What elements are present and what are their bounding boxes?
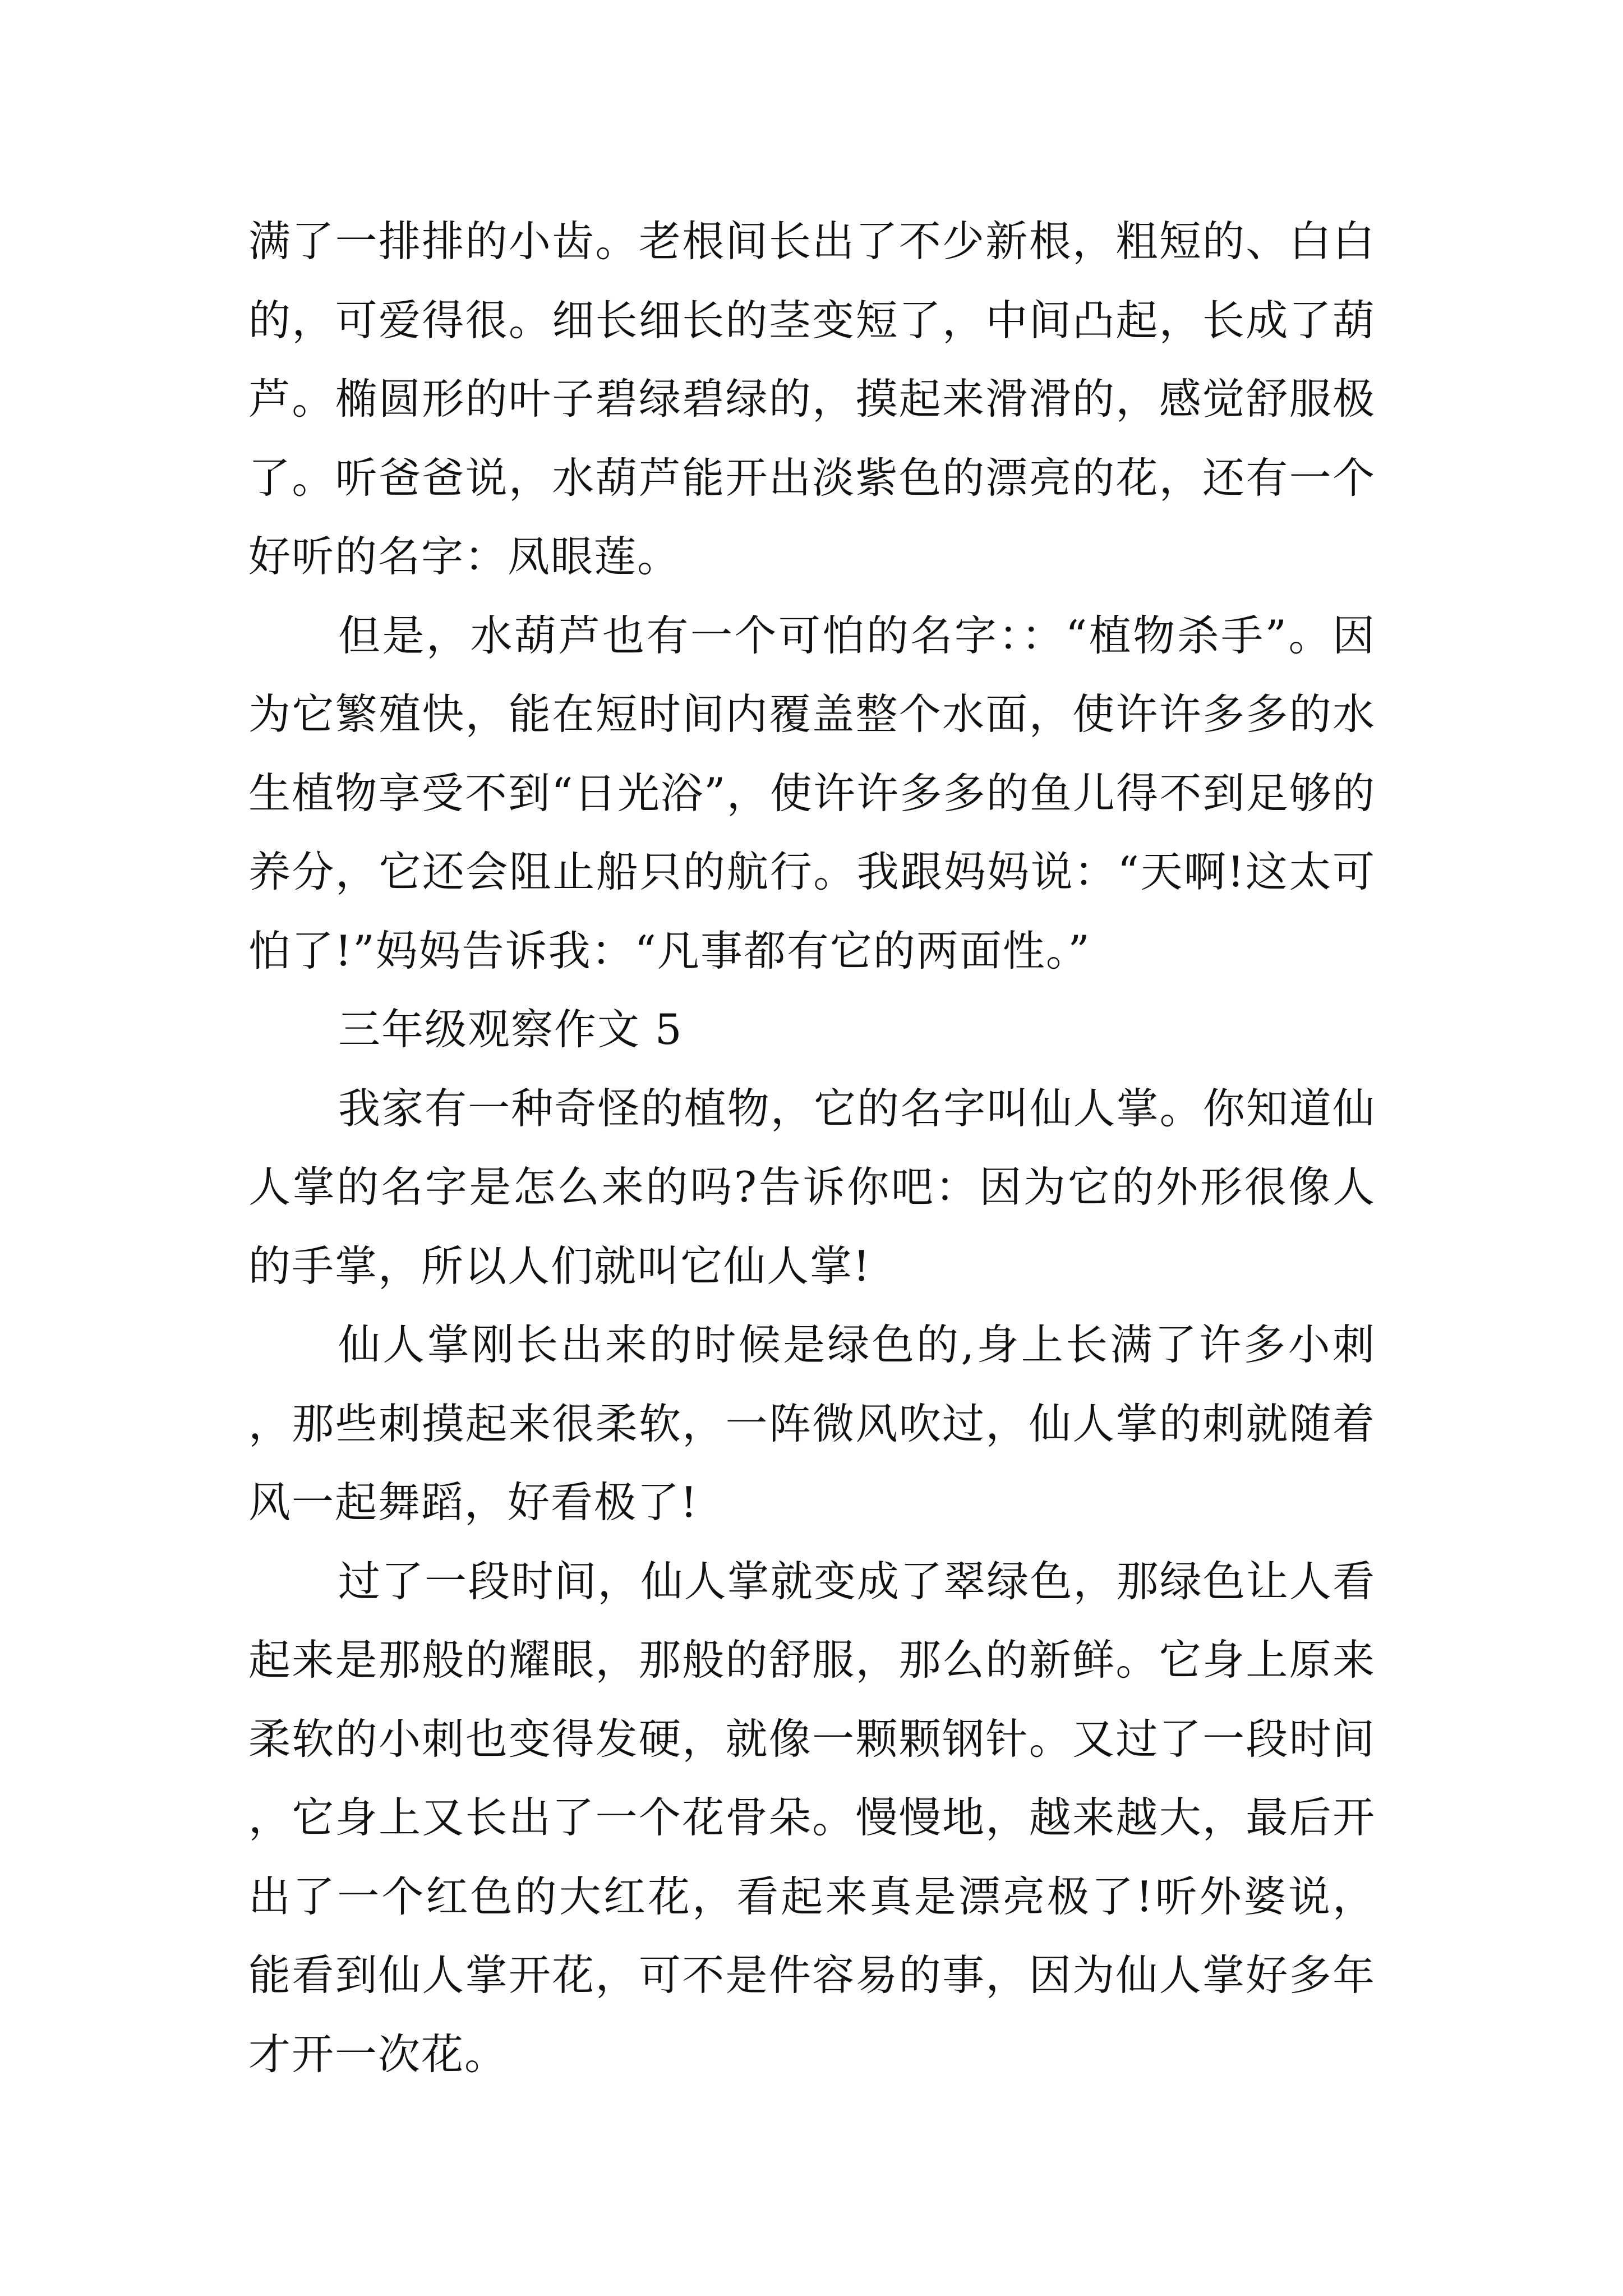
paragraph: 但是，水葫芦也有一个可怕的名字：：“植物杀手”。因为它繁殖快，能在短时间内覆盖整个水面，使许许多多的水生植物享受不到“日光浴”，使许许多多的鱼儿得不到足够的养分，它还会阻止船只的航行。我跟妈妈说：“天啊!这太可怕了!”妈妈告诉我：“凡事都有它的两面性。”	[248, 610, 1376, 976]
paragraph: 仙人掌刚长出来的时候是绿色的,身上长满了许多小刺，那些刺摸起来很柔软，一阵微风吹过，仙人掌的刺就随着风一起舞蹈，好看极了!	[248, 1320, 1376, 1527]
paragraph-continued: 满了一排排的小齿。老根间长出了不少新根，粗短的、白白的，可爱得很。细长细长的茎变短了，中间凸起，长成了葫芦。椭圆形的叶子碧绿碧绿的，摸起来滑滑的，感觉舒服极了。听爸爸说，水葫芦能开出淡紫色的漂亮的花，还有一个好听的名字：凤眼莲。	[248, 217, 1376, 581]
paragraph: 我家有一种奇怪的植物，它的名字叫仙人掌。你知道仙人掌的名字是怎么来的吗?告诉你吧：因为它的外形很像人的手掌，所以人们就叫它仙人掌!	[248, 1083, 1376, 1291]
section-heading: 三年级观察作文 5	[338, 1005, 683, 1054]
paragraph: 过了一段时间，仙人掌就变成了翠绿色，那绿色让人看起来是那般的耀眼，那般的舒服，那么的新鲜。它身上原来柔软的小刺也变得发硬，就像一颗颗钢针。又过了一段时间，它身上又长出了一个花骨朵。慢慢地，越来越大，最后开出了一个红色的大红花，看起来真是漂亮极了!听外婆说，能看到仙人掌开花，可不是件容易的事，因为仙人掌好多年才开一次花。	[248, 1556, 1376, 2079]
body-text	[248, 202, 1376, 2093]
